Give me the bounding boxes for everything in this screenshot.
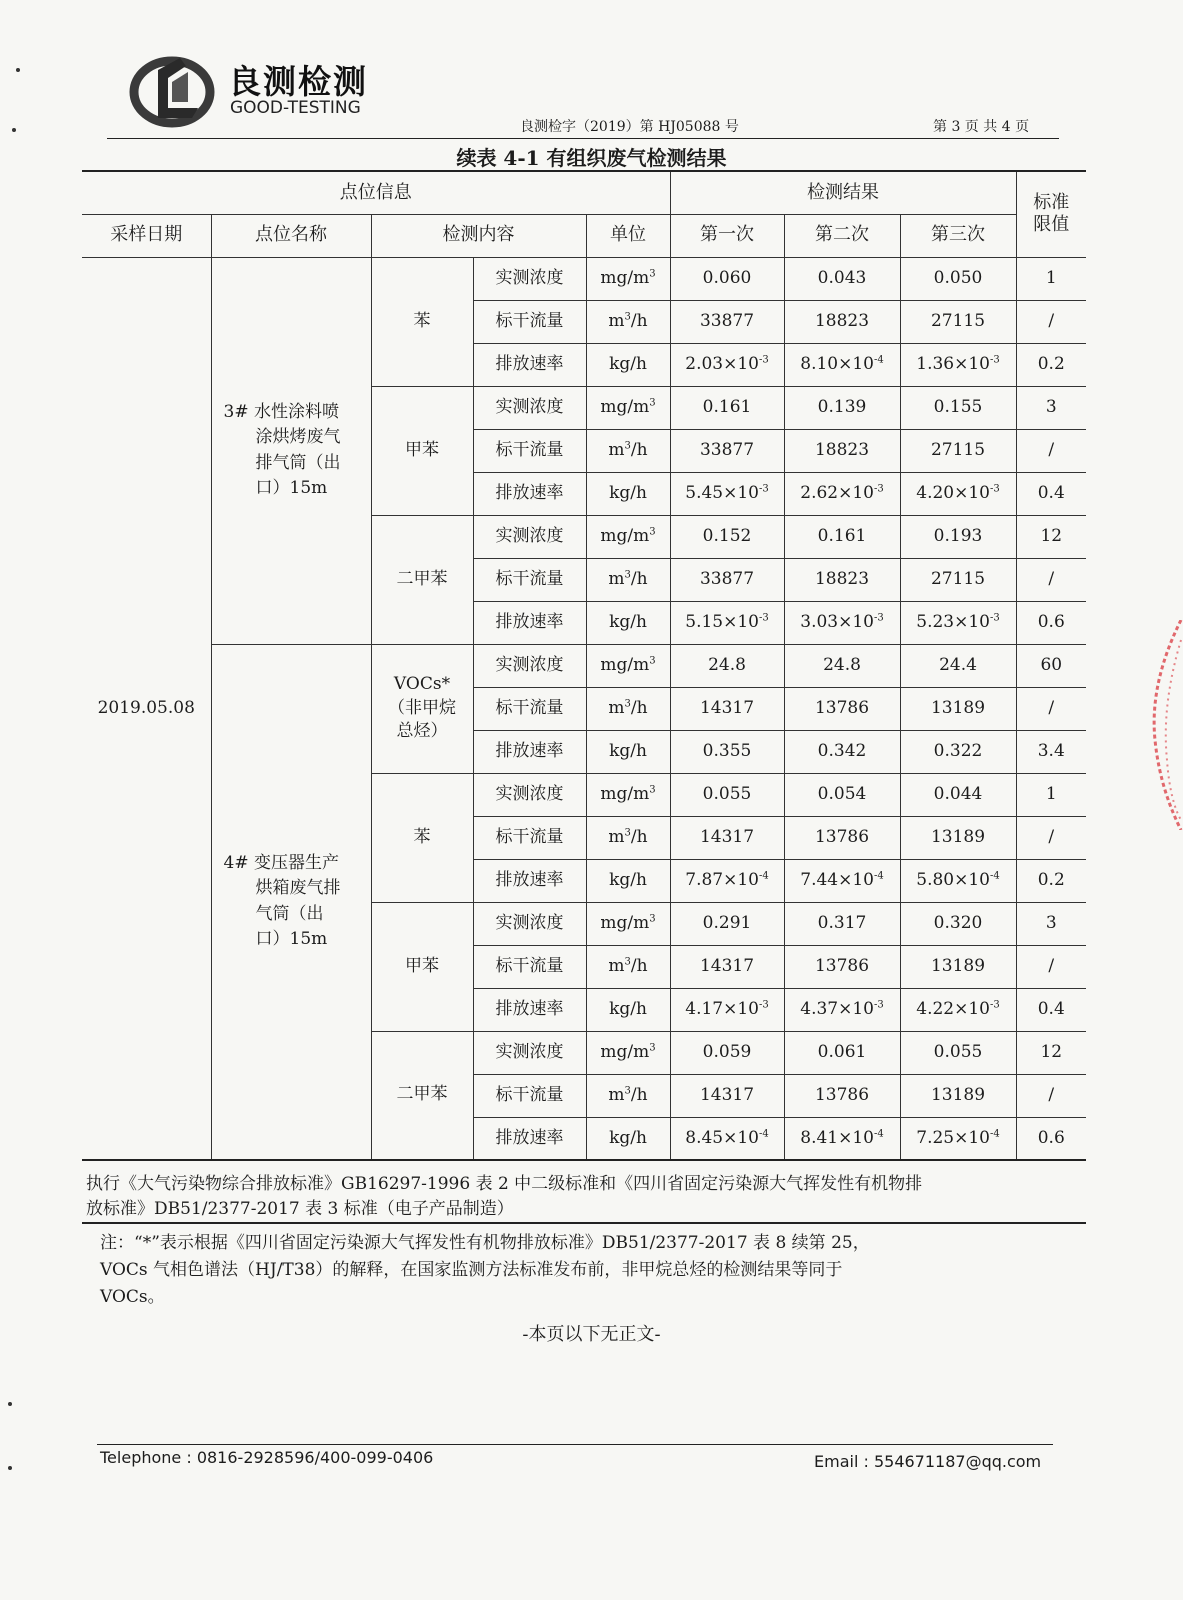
result-cell-2: 0.161: [784, 515, 900, 558]
pollutant-cell: [371, 644, 473, 773]
scan-speck: [12, 128, 16, 132]
result-cell-1: [670, 988, 784, 1031]
unit-text: mg/m: [600, 912, 650, 933]
unit-cell: [586, 1117, 670, 1160]
result-cell-3: [900, 343, 1016, 386]
unit-text: kg/h: [609, 482, 647, 503]
value-exponent: -3: [990, 483, 1000, 495]
item-cell: 排放速率: [473, 730, 586, 773]
result-cell-2: 13786: [784, 945, 900, 988]
value-mantissa: 5.45×10: [685, 482, 759, 503]
unit-cell: $m^3/h$: [586, 429, 670, 472]
value-exponent: -3: [873, 999, 884, 1011]
header-point-name: 点位名称: [211, 214, 371, 257]
limit-cell: 3: [1016, 386, 1086, 429]
header-test-content: 检测内容: [371, 214, 586, 257]
point-name-cell: [211, 257, 371, 644]
table-row: [82, 257, 1086, 300]
unit-cell: $mg/m^3$: [586, 257, 670, 300]
result-cell-3: 0.320: [900, 902, 1016, 945]
pollutant-name-line: 苯: [413, 310, 431, 331]
item-cell: 标干流量: [473, 300, 586, 343]
scan-speck: [8, 1402, 12, 1406]
standard-note-line: 执行《大气污染物综合排放标准》GB16297-1996 表 2 中二级标准和《四川省固定污染源大气挥发性有机物排: [86, 1174, 923, 1194]
unit-text: m: [608, 568, 625, 589]
footer-divider: [97, 1444, 1053, 1445]
value-exponent: -4: [758, 870, 769, 882]
result-cell-2: [784, 343, 900, 386]
result-cell-2: [784, 601, 900, 644]
item-cell: 排放速率: [473, 988, 586, 1031]
result-cell-1: 0.060: [670, 257, 784, 300]
item-cell: 标干流量: [473, 429, 586, 472]
value-mantissa: 2.62×10: [800, 482, 874, 503]
unit-text: kg/h: [609, 869, 647, 890]
result-cell-1: [670, 472, 784, 515]
value-exponent: -3: [758, 612, 769, 624]
point-name-line: 气筒（出: [255, 903, 324, 924]
value-mantissa: 5.15×10: [685, 611, 759, 632]
item-cell: 排放速率: [473, 859, 586, 902]
limit-cell: 0.6: [1016, 601, 1086, 644]
value-mantissa: 4.17×10: [685, 998, 759, 1019]
result-cell-3: 0.193: [900, 515, 1016, 558]
value-exponent: -4: [873, 354, 884, 366]
result-cell-2: 18823: [784, 300, 900, 343]
unit-cell: [586, 730, 670, 773]
item-cell: 排放速率: [473, 343, 586, 386]
result-cell-2: 13786: [784, 687, 900, 730]
unit-text: /h: [630, 697, 648, 718]
item-cell: 排放速率: [473, 601, 586, 644]
limit-cell: /: [1016, 816, 1086, 859]
unit-text: kg/h: [609, 611, 647, 632]
result-cell-3: [900, 601, 1016, 644]
unit-cell: $m^3/h$: [586, 300, 670, 343]
result-cell-1: 0.291: [670, 902, 784, 945]
value-mantissa: 4.37×10: [800, 998, 874, 1019]
point-name-line: 口）15m: [255, 929, 328, 950]
unit-cell: $mg/m^3$: [586, 773, 670, 816]
unit-cell: $mg/m^3$: [586, 902, 670, 945]
limit-cell: /: [1016, 945, 1086, 988]
item-cell: 实测浓度: [473, 902, 586, 945]
limit-cell: /: [1016, 558, 1086, 601]
result-cell-2: 0.043: [784, 257, 900, 300]
value-mantissa: 8.45×10: [685, 1127, 759, 1148]
unit-cell: [586, 472, 670, 515]
value-mantissa: 7.25×10: [916, 1127, 990, 1148]
item-cell: 排放速率: [473, 472, 586, 515]
result-cell-1: [670, 1117, 784, 1160]
value-exponent: -4: [873, 870, 884, 882]
item-cell: 标干流量: [473, 687, 586, 730]
result-cell-2: 13786: [784, 1074, 900, 1117]
value-exponent: -3: [990, 612, 1000, 624]
result-cell-1: 33877: [670, 558, 784, 601]
pollutant-name-line: VOCs*: [393, 673, 451, 694]
result-cell-1: [670, 343, 784, 386]
unit-cell: [586, 343, 670, 386]
unit-text: kg/h: [609, 1127, 647, 1148]
pollutant-cell: [371, 773, 473, 902]
email: Email : 554671187@qq.com: [814, 1452, 1042, 1471]
unit-text: mg/m: [600, 1041, 650, 1062]
unit-text: m: [608, 310, 625, 331]
result-cell-3: 13189: [900, 687, 1016, 730]
unit-text: kg/h: [609, 740, 647, 761]
unit-text: /h: [630, 826, 648, 847]
pollutant-name-line: 甲苯: [405, 955, 439, 976]
result-cell-1: 0.161: [670, 386, 784, 429]
limit-cell: /: [1016, 687, 1086, 730]
scan-speck: [8, 1466, 12, 1470]
remark: [100, 1230, 1060, 1311]
result-cell-3: 0.155: [900, 386, 1016, 429]
point-name-line: 排气筒（出: [255, 452, 341, 473]
unit-text: kg/h: [609, 998, 647, 1019]
result-cell-3: 0.044: [900, 773, 1016, 816]
unit-cell: $m^3/h$: [586, 816, 670, 859]
result-cell-1: 14317: [670, 687, 784, 730]
header-limit: 标准 限值: [1016, 171, 1086, 257]
result-cell-1: 33877: [670, 429, 784, 472]
value-exponent: -4: [758, 1127, 769, 1139]
limit-cell: 3.4: [1016, 730, 1086, 773]
result-cell-3: [900, 1117, 1016, 1160]
result-cell-1: 14317: [670, 945, 784, 988]
pollutant-name-line: （非甲烷: [388, 697, 456, 718]
result-cell-1: [670, 859, 784, 902]
item-cell: 实测浓度: [473, 386, 586, 429]
unit-cell: $m^3/h$: [586, 1074, 670, 1117]
value-exponent: -4: [990, 1127, 1000, 1139]
table-body: [82, 257, 1086, 1160]
limit-cell: 0.4: [1016, 988, 1086, 1031]
limit-cell: 60: [1016, 644, 1086, 687]
result-cell-1: 0.055: [670, 773, 784, 816]
unit-text: /h: [630, 439, 648, 460]
header-divider: [107, 138, 1059, 139]
value-exponent: -3: [758, 999, 769, 1011]
value-mantissa: 3.03×10: [800, 611, 874, 632]
result-cell-2: 18823: [784, 429, 900, 472]
table-row: [82, 644, 1086, 687]
unit-cell: $mg/m^3$: [586, 386, 670, 429]
unit-cell: [586, 601, 670, 644]
logo-chinese-text: 良测检测: [228, 62, 368, 101]
telephone: Telephone : 0816-2928596/400-099-0406: [100, 1448, 434, 1467]
result-cell-3: 13189: [900, 945, 1016, 988]
value-exponent: -3: [758, 483, 769, 495]
pollutant-name-line: 二甲苯: [396, 1084, 448, 1105]
unit-cell: $mg/m^3$: [586, 515, 670, 558]
result-cell-2: [784, 988, 900, 1031]
standard-note: [86, 1172, 1076, 1222]
value-mantissa: 5.80×10: [916, 869, 990, 890]
value-mantissa: 7.87×10: [685, 869, 759, 890]
unit-text: m: [608, 439, 625, 460]
result-cell-1: [670, 601, 784, 644]
unit-text: m: [608, 1084, 625, 1105]
result-cell-3: 0.050: [900, 257, 1016, 300]
pollutant-name-line: 苯: [413, 826, 431, 847]
value-mantissa: 4.22×10: [916, 998, 990, 1019]
result-cell-2: 18823: [784, 558, 900, 601]
unit-text: /h: [630, 568, 648, 589]
limit-cell: 1: [1016, 773, 1086, 816]
result-cell-3: [900, 988, 1016, 1031]
result-cell-1: 0.152: [670, 515, 784, 558]
pollutant-cell: [371, 902, 473, 1031]
unit-cell: $mg/m^3$: [586, 1031, 670, 1074]
note-divider: [82, 1222, 1086, 1224]
item-cell: 标干流量: [473, 816, 586, 859]
page-number: 第 3 页 共 4 页: [933, 119, 1030, 135]
limit-cell: 12: [1016, 515, 1086, 558]
limit-cell: /: [1016, 1074, 1086, 1117]
unit-cell: $m^3/h$: [586, 945, 670, 988]
value-mantissa: 2.03×10: [685, 353, 759, 374]
value-mantissa: 1.36×10: [916, 353, 990, 374]
result-cell-3: 27115: [900, 300, 1016, 343]
item-cell: 排放速率: [473, 1117, 586, 1160]
result-cell-3: [900, 472, 1016, 515]
value-mantissa: 4.20×10: [916, 482, 990, 503]
unit-text: m: [608, 955, 625, 976]
header-second: 第二次: [784, 214, 900, 257]
result-cell-2: 24.8: [784, 644, 900, 687]
unit-text: /h: [630, 1084, 648, 1105]
group-header-point-info: 点位信息: [82, 171, 670, 214]
unit-text: mg/m: [600, 267, 650, 288]
value-exponent: -4: [873, 1127, 884, 1139]
result-cell-3: 27115: [900, 558, 1016, 601]
pollutant-name-line: 总烃）: [396, 721, 448, 742]
item-cell: 实测浓度: [473, 644, 586, 687]
result-cell-3: 0.055: [900, 1031, 1016, 1074]
item-cell: 标干流量: [473, 945, 586, 988]
remark-line: VOCs 气相色谱法（HJ/T38）的解释，在国家监测方法标准发布前，非甲烷总烃的检测结果等同于: [100, 1260, 843, 1280]
emission-results-table: [82, 170, 1086, 1161]
result-cell-1: 14317: [670, 1074, 784, 1117]
point-name-line: 口）15m: [255, 478, 328, 498]
item-cell: 标干流量: [473, 558, 586, 601]
point-name-line: 涂烘烤废气: [255, 427, 341, 447]
value-exponent: -3: [758, 354, 769, 366]
result-cell-2: 0.061: [784, 1031, 900, 1074]
unit-cell: [586, 859, 670, 902]
value-exponent: -3: [873, 483, 884, 495]
unit-text: /h: [630, 955, 648, 976]
item-cell: 实测浓度: [473, 1031, 586, 1074]
result-cell-2: 0.054: [784, 773, 900, 816]
limit-cell: /: [1016, 300, 1086, 343]
value-exponent: -3: [990, 999, 1000, 1011]
sample-date-cell: 2019.05.08: [82, 257, 211, 1160]
result-cell-1: 0.355: [670, 730, 784, 773]
result-cell-2: [784, 859, 900, 902]
item-cell: 实测浓度: [473, 257, 586, 300]
point-name-line: 烘箱废气排: [255, 878, 341, 899]
unit-text: m: [608, 697, 625, 718]
unit-text: mg/m: [600, 654, 650, 675]
end-of-content-text: -本页以下无正文-: [522, 1324, 661, 1345]
result-cell-3: 24.4: [900, 644, 1016, 687]
result-cell-1: 14317: [670, 816, 784, 859]
limit-cell: 12: [1016, 1031, 1086, 1074]
limit-cell: 1: [1016, 257, 1086, 300]
pollutant-name-line: 甲苯: [405, 439, 439, 460]
report-number: 良测检字（2019）第 HJ05088 号: [520, 119, 739, 135]
unit-cell: [586, 988, 670, 1031]
value-mantissa: 8.41×10: [800, 1127, 874, 1148]
remark-line: VOCs。: [100, 1287, 165, 1307]
result-cell-3: [900, 859, 1016, 902]
result-cell-1: 0.059: [670, 1031, 784, 1074]
value-exponent: -3: [873, 612, 884, 624]
point-name-cell: [211, 644, 371, 1160]
item-cell: 标干流量: [473, 1074, 586, 1117]
seal-stamp-edge: [1141, 620, 1183, 830]
scan-speck: [16, 68, 20, 72]
standard-note-line: 放标准》DB51/2377-2017 表 3 标准（电子产品制造）: [86, 1199, 514, 1219]
result-cell-3: 13189: [900, 1074, 1016, 1117]
value-mantissa: 8.10×10: [800, 353, 874, 374]
limit-cell: 0.4: [1016, 472, 1086, 515]
header-third: 第三次: [900, 214, 1016, 257]
header-unit: 单位: [586, 214, 670, 257]
pollutant-cell: [371, 1031, 473, 1160]
unit-cell: $m^3/h$: [586, 687, 670, 730]
item-cell: 实测浓度: [473, 515, 586, 558]
result-cell-3: 13189: [900, 816, 1016, 859]
value-exponent: -3: [990, 354, 1000, 366]
header-sample-date: 采样日期: [82, 214, 211, 257]
unit-text: /h: [630, 310, 648, 331]
pollutant-cell: [371, 257, 473, 386]
table-title: 续表 4-1 有组织废气检测结果: [456, 146, 727, 170]
point-name-line: 3# 水性涂料喷: [223, 401, 339, 422]
point-name-line: 4# 变压器生产: [223, 852, 339, 873]
result-cell-2: 13786: [784, 816, 900, 859]
limit-cell: 0.2: [1016, 859, 1086, 902]
unit-text: mg/m: [600, 396, 650, 417]
limit-cell: 3: [1016, 902, 1086, 945]
logo-mark-icon: [128, 52, 224, 128]
company-logo: [128, 52, 388, 132]
result-cell-2: 0.139: [784, 386, 900, 429]
limit-cell: 0.2: [1016, 343, 1086, 386]
result-cell-3: 27115: [900, 429, 1016, 472]
unit-text: m: [608, 826, 625, 847]
result-cell-1: 24.8: [670, 644, 784, 687]
unit-text: mg/m: [600, 525, 650, 546]
pollutant-cell: [371, 515, 473, 644]
result-cell-2: 0.342: [784, 730, 900, 773]
result-cell-1: 33877: [670, 300, 784, 343]
logo-english-text: GOOD-TESTING: [230, 98, 361, 118]
result-cell-2: [784, 472, 900, 515]
unit-text: mg/m: [600, 783, 650, 804]
unit-cell: $mg/m^3$: [586, 644, 670, 687]
value-mantissa: 5.23×10: [916, 611, 990, 632]
group-header-results: 检测结果: [670, 171, 1016, 214]
pollutant-name-line: 二甲苯: [396, 568, 448, 589]
header-first: 第一次: [670, 214, 784, 257]
result-cell-3: 0.322: [900, 730, 1016, 773]
limit-cell: /: [1016, 429, 1086, 472]
result-cell-2: 0.317: [784, 902, 900, 945]
limit-cell: 0.6: [1016, 1117, 1086, 1160]
value-exponent: -4: [990, 870, 1000, 882]
unit-cell: $m^3/h$: [586, 558, 670, 601]
remark-line: 注：“*”表示根据《四川省固定污染源大气挥发性有机物排放标准》DB51/2377-2017 表 8 续第 25，: [100, 1233, 870, 1253]
unit-text: kg/h: [609, 353, 647, 374]
result-cell-2: [784, 1117, 900, 1160]
pollutant-cell: [371, 386, 473, 515]
value-mantissa: 7.44×10: [800, 869, 874, 890]
item-cell: 实测浓度: [473, 773, 586, 816]
